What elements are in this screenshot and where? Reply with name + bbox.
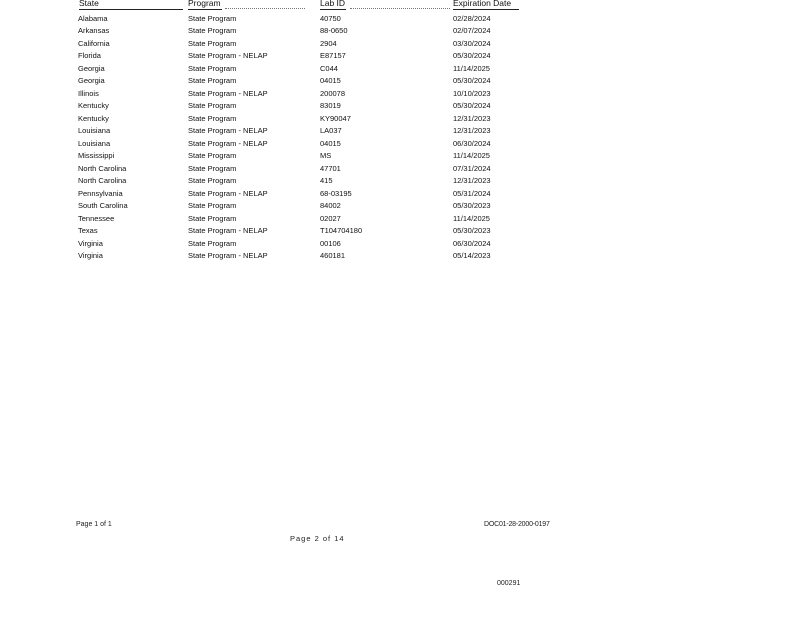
lab-id-cell: 2904 xyxy=(320,38,337,48)
page-of-label: Page 1 of 1 xyxy=(76,521,112,528)
state-cell: Louisiana xyxy=(78,138,111,148)
expiration-cell: 05/30/2024 xyxy=(453,51,491,61)
program-cell: State Program xyxy=(188,113,237,123)
table-row xyxy=(78,100,543,113)
header-expiration xyxy=(453,0,519,10)
expiration-cell: 11/14/2025 xyxy=(453,63,490,73)
expiration-cell: 12/31/2023 xyxy=(453,126,491,136)
state-cell: Florida xyxy=(78,51,101,61)
program-cell: State Program - NELAP xyxy=(188,226,268,236)
expiration-cell: 12/31/2023 xyxy=(453,176,491,186)
expiration-cell: 03/30/2024 xyxy=(453,38,491,48)
expiration-cell: 05/14/2023 xyxy=(453,251,491,261)
program-cell: State Program xyxy=(188,151,237,161)
table-row xyxy=(78,187,543,200)
program-cell: State Program - NELAP xyxy=(188,88,268,98)
state-cell: Virginia xyxy=(78,238,103,248)
program-cell: State Program xyxy=(188,76,237,86)
lab-id-cell: 04015 xyxy=(320,138,341,148)
table-row xyxy=(78,212,543,225)
header-divider-1 xyxy=(225,8,305,9)
lab-id-cell: C044 xyxy=(320,63,338,73)
table-row xyxy=(78,75,543,88)
state-cell: Kentucky xyxy=(78,101,109,111)
table-row xyxy=(78,225,543,238)
state-cell: Illinois xyxy=(78,88,99,98)
state-cell: Arkansas xyxy=(78,26,110,36)
expiration-cell: 05/30/2024 xyxy=(453,76,491,86)
expiration-cell: 05/31/2024 xyxy=(453,188,491,198)
program-cell: State Program xyxy=(188,101,237,111)
certification-table xyxy=(78,12,543,262)
table-row xyxy=(78,112,543,125)
header-state xyxy=(79,0,183,10)
header-lab-id xyxy=(320,0,346,10)
program-cell: State Program - NELAP xyxy=(188,251,268,261)
expiration-cell: 05/30/2023 xyxy=(453,226,491,236)
expiration-cell: 10/10/2023 xyxy=(453,88,491,98)
table-row xyxy=(78,37,543,50)
lab-id-cell: 84002 xyxy=(320,201,341,211)
table-row xyxy=(78,25,543,38)
program-cell: State Program xyxy=(188,38,237,48)
program-cell: State Program xyxy=(188,213,237,223)
header-expiration-label: Expiration Date xyxy=(453,0,519,10)
lab-id-cell: 04015 xyxy=(320,76,341,86)
program-cell: State Program xyxy=(188,176,237,186)
expiration-cell: 07/31/2024 xyxy=(453,163,491,173)
document-id: DOC01-28-2000-0197 xyxy=(484,521,550,528)
program-cell: State Program xyxy=(188,63,237,73)
expiration-cell: 11/14/2025 xyxy=(453,151,490,161)
lab-id-cell: 40750 xyxy=(320,13,341,23)
header-state-label: State xyxy=(79,0,183,10)
table-row xyxy=(78,162,543,175)
state-cell: Texas xyxy=(78,226,98,236)
program-cell: State Program xyxy=(188,238,237,248)
program-cell: State Program xyxy=(188,163,237,173)
table-row xyxy=(78,250,543,263)
lab-id-cell: 88-0650 xyxy=(320,26,348,36)
header-program xyxy=(188,0,222,10)
state-cell: North Carolina xyxy=(78,176,127,186)
state-cell: Mississippi xyxy=(78,151,115,161)
program-cell: State Program - NELAP xyxy=(188,126,268,136)
lab-id-cell: 00106 xyxy=(320,238,341,248)
lab-id-cell: 68-03195 xyxy=(320,188,352,198)
table-row xyxy=(78,237,543,250)
program-cell: State Program xyxy=(188,26,237,36)
expiration-cell: 06/30/2024 xyxy=(453,138,491,148)
expiration-cell: 11/14/2025 xyxy=(453,213,490,223)
lab-id-cell: MS xyxy=(320,151,332,161)
table-row xyxy=(78,62,543,75)
lab-id-cell: 460181 xyxy=(320,251,346,261)
state-cell: Georgia xyxy=(78,76,105,86)
state-cell: Alabama xyxy=(78,13,108,23)
state-cell: California xyxy=(78,38,110,48)
expiration-cell: 05/30/2023 xyxy=(453,201,491,211)
lab-id-cell: 83019 xyxy=(320,101,341,111)
state-cell: Tennessee xyxy=(78,213,115,223)
expiration-cell: 02/28/2024 xyxy=(453,13,491,23)
lab-id-cell: T104704180 xyxy=(320,226,363,236)
table-row xyxy=(78,12,543,25)
lab-id-cell: 415 xyxy=(320,176,333,186)
expiration-cell: 12/31/2023 xyxy=(453,113,491,123)
lab-id-cell: 02027 xyxy=(320,213,341,223)
table-row xyxy=(78,200,543,213)
program-cell: State Program - NELAP xyxy=(188,138,268,148)
page-number: Page 2 of 14 xyxy=(290,534,345,543)
table-row xyxy=(78,150,543,163)
state-cell: Kentucky xyxy=(78,113,109,123)
state-cell: North Carolina xyxy=(78,163,127,173)
lab-id-cell: KY90047 xyxy=(320,113,351,123)
state-cell: Virginia xyxy=(78,251,103,261)
bates-number: 000291 xyxy=(497,580,521,587)
program-cell: State Program - NELAP xyxy=(188,51,268,61)
expiration-cell: 06/30/2024 xyxy=(453,238,491,248)
lab-id-cell: E87157 xyxy=(320,51,346,61)
table-row xyxy=(78,50,543,63)
table-row xyxy=(78,137,543,150)
program-cell: State Program xyxy=(188,13,237,23)
header-lab-id-label: Lab ID xyxy=(320,0,346,8)
lab-id-cell: LA037 xyxy=(320,126,342,136)
header-divider-2 xyxy=(350,8,450,9)
expiration-cell: 05/30/2024 xyxy=(453,101,491,111)
state-cell: Georgia xyxy=(78,63,105,73)
state-cell: Pennsylvania xyxy=(78,188,123,198)
lab-id-cell: 47701 xyxy=(320,163,341,173)
table-row xyxy=(78,175,543,188)
lab-id-cell: 200078 xyxy=(320,88,346,98)
program-cell: State Program xyxy=(188,201,237,211)
state-cell: Louisiana xyxy=(78,126,111,136)
program-cell: State Program - NELAP xyxy=(188,188,268,198)
expiration-cell: 02/07/2024 xyxy=(453,26,491,36)
header-program-label: Program xyxy=(188,0,221,8)
table-row xyxy=(78,87,543,100)
state-cell: South Carolina xyxy=(78,201,128,211)
table-row xyxy=(78,125,543,138)
